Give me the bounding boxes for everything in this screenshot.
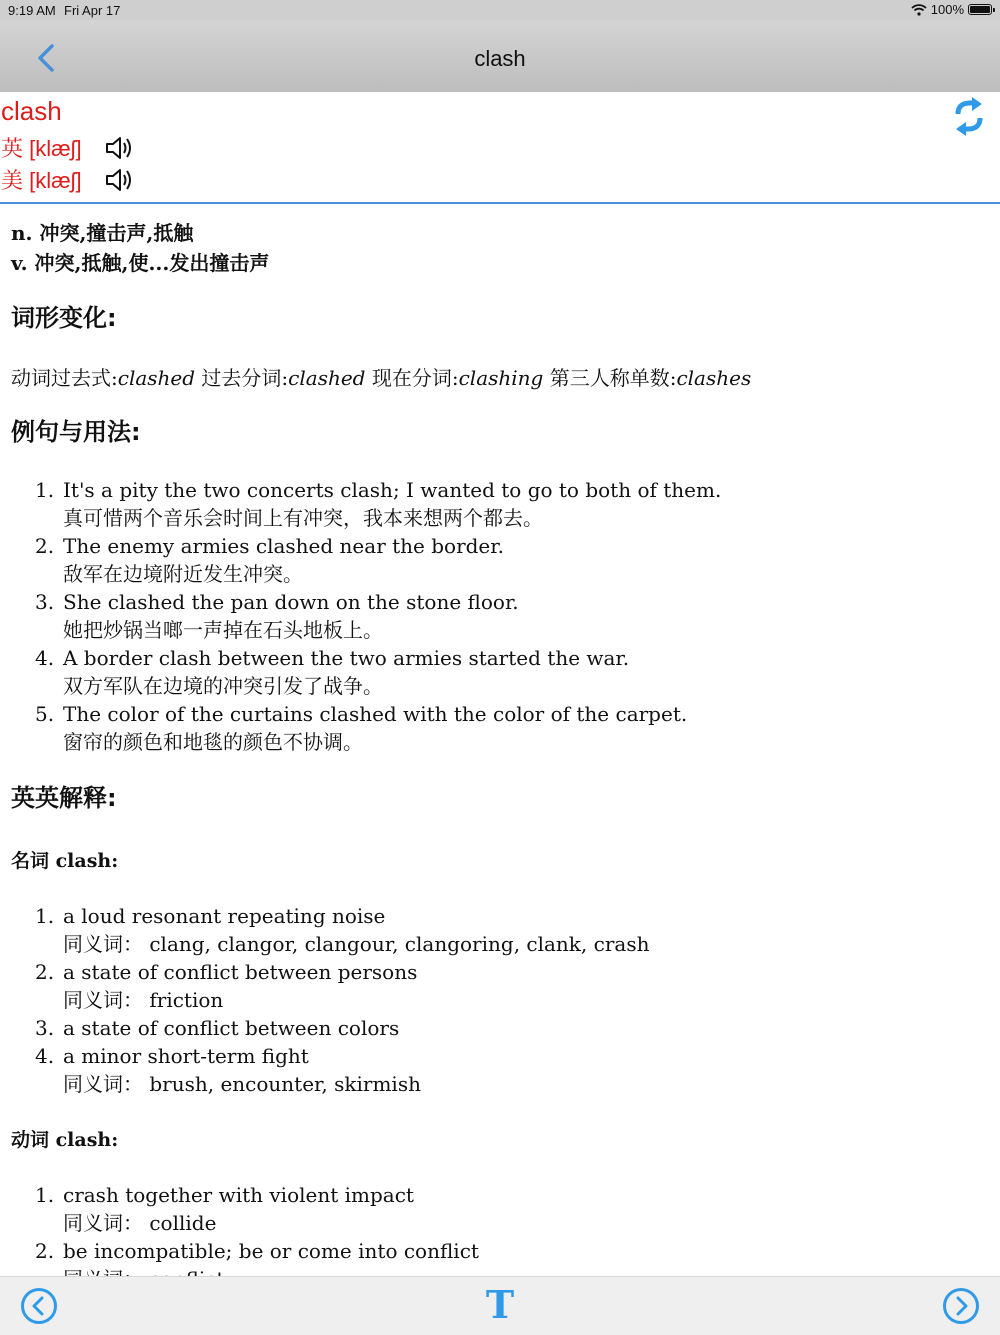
speaker-icon[interactable] — [104, 134, 134, 162]
example-english: She clashed the pan down on the stone floor. — [63, 590, 519, 614]
item-number: 4. — [35, 646, 55, 670]
english-section-title: 英英解释: — [11, 784, 117, 812]
example-chinese: 真可惜两个音乐会时间上有冲突，我本来想两个都去。 — [63, 506, 543, 530]
uk-phonetic: 英 [klæʃ] — [1, 136, 82, 161]
definition-content[interactable] — [0, 204, 1000, 1276]
basic-definitions — [11, 218, 269, 278]
status-bar — [0, 0, 1000, 20]
list-item — [35, 1014, 649, 1042]
list-item — [35, 532, 721, 588]
status-right — [911, 2, 992, 17]
example-english: The color of the curtains clashed with the color of the carpet. — [63, 702, 688, 726]
refresh-icon[interactable] — [952, 96, 986, 136]
list-item — [35, 958, 649, 1014]
item-number: 2. — [35, 534, 55, 558]
item-number: 1. — [35, 478, 55, 502]
page-title: clash — [474, 46, 526, 71]
us-pronunciation — [1, 164, 134, 195]
list-item — [35, 902, 650, 958]
list-item — [35, 700, 721, 756]
us-phonetic: 美 [klæʃ] — [1, 168, 82, 193]
next-word-icon[interactable] — [942, 1287, 980, 1325]
item-number: 1. — [35, 1183, 55, 1207]
noun-subtitle: 名词 clash: — [11, 850, 119, 872]
sense-definition: be incompatible; be or come into conflict — [63, 1239, 479, 1263]
list-item — [35, 588, 721, 644]
form-label: 过去分词: — [201, 366, 289, 390]
example-chinese: 她把炒锅当啷一声掉在石头地板上。 — [63, 618, 383, 642]
navigation-bar — [0, 20, 1000, 92]
uk-pronunciation — [1, 132, 134, 163]
example-chinese: 敌军在边境附近发生冲突。 — [63, 562, 303, 586]
font-size-button[interactable]: T — [485, 1282, 515, 1327]
battery-percent: 100% — [930, 2, 964, 17]
forms-section-title: 词形变化: — [11, 304, 117, 332]
wifi-icon — [911, 4, 927, 16]
form-value: clashed — [117, 366, 196, 390]
definition-noun: n. 冲突,撞击声,抵触 — [11, 221, 194, 245]
sense-definition: a minor short-term fight — [63, 1044, 309, 1068]
form-label: 现在分词: — [371, 366, 459, 390]
list-item — [35, 1181, 479, 1237]
form-value: clashes — [676, 366, 752, 390]
example-english: The enemy armies clashed near the border. — [63, 534, 504, 558]
bottom-toolbar — [0, 1276, 1000, 1335]
form-label: 第三人称单数: — [549, 366, 677, 390]
item-number: 3. — [35, 590, 55, 614]
sense-definition: a state of conflict between colors — [63, 1016, 400, 1040]
examples-section-title: 例句与用法: — [11, 418, 141, 446]
item-number: 2. — [35, 1239, 55, 1263]
status-time: 9:19 AM — [8, 3, 56, 18]
synonyms: 同义词： clang, clangor, clangour, clangoring, clank, crash — [63, 932, 650, 956]
form-value: clashing — [458, 366, 544, 390]
speaker-icon[interactable] — [104, 166, 134, 194]
headword: clash — [1, 96, 62, 126]
example-chinese: 双方军队在边境的冲突引发了战争。 — [63, 674, 383, 698]
item-number: 4. — [35, 1044, 55, 1068]
form-label: 动词过去式: — [11, 366, 118, 390]
battery-icon — [968, 4, 992, 15]
verb-subtitle: 动词 clash: — [11, 1129, 119, 1151]
form-value: clashed — [288, 366, 366, 390]
sense-definition: a loud resonant repeating noise — [63, 904, 386, 928]
previous-word-icon[interactable] — [20, 1287, 58, 1325]
status-date: Fri Apr 17 — [64, 3, 121, 18]
list-item — [35, 1042, 649, 1098]
definition-verb: v. 冲突,抵触,使...发出撞击声 — [11, 251, 270, 275]
item-number: 2. — [35, 960, 55, 984]
list-item — [35, 644, 721, 700]
synonyms: 同义词： friction — [63, 988, 224, 1012]
sense-definition: a state of conflict between persons — [63, 960, 418, 984]
synonyms: 同义词： collide — [63, 1211, 217, 1235]
example-list — [35, 476, 722, 756]
example-english: A border clash between the two armies started the war. — [63, 646, 630, 670]
list-item — [35, 476, 722, 532]
example-chinese: 窗帘的颜色和地毯的颜色不协调。 — [63, 730, 363, 754]
word-header — [0, 92, 1000, 204]
item-number: 1. — [35, 904, 55, 928]
item-number: 3. — [35, 1016, 55, 1040]
example-english: It's a pity the two concerts clash; I wanted to go to both of them. — [63, 478, 722, 502]
sense-definition: crash together with violent impact — [63, 1183, 414, 1207]
word-forms — [11, 364, 751, 392]
synonyms: 同义词： brush, encounter, skirmish — [63, 1072, 421, 1096]
item-number: 5. — [35, 702, 55, 726]
noun-sense-list — [35, 902, 650, 1098]
